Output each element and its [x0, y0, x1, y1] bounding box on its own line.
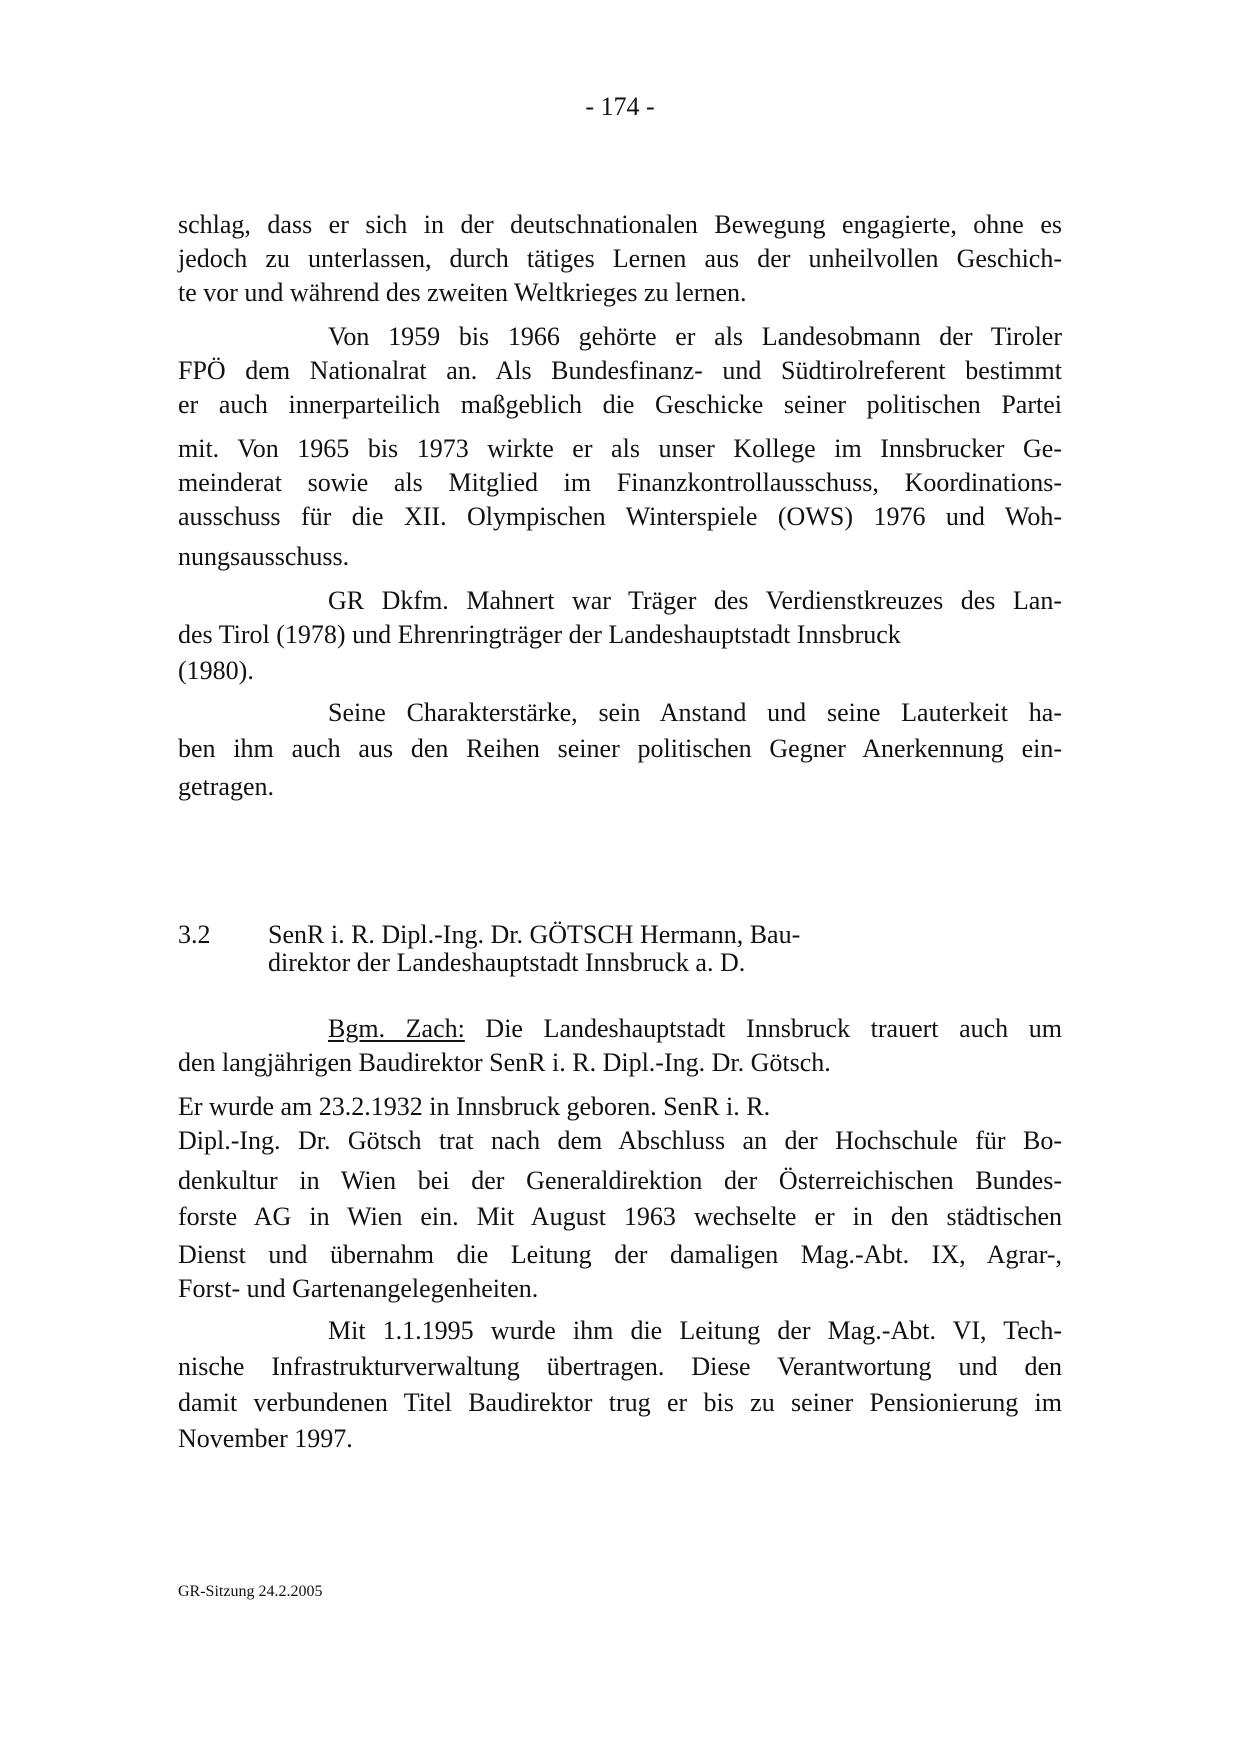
- text-line: te vor und während des zweiten Weltkrieges zu lernen.: [178, 278, 747, 307]
- text-line: FPÖ dem Nationalrat an. Als Bundesfinanz- und Südtirolreferent bestimmt: [178, 356, 1062, 385]
- section-title-line: SenR i. R. Dipl.-Ing. Dr. GÖTSCH Hermann, Bau-: [268, 920, 801, 949]
- text-line: ausschuss für die XII. Olympischen Winterspiele (OWS) 1976 und Woh-: [178, 502, 1062, 531]
- text-line: GR Dkfm. Mahnert war Träger des Verdienstkreuzes des Lan-: [328, 586, 1062, 615]
- section-number: 3.2: [178, 920, 211, 949]
- text-line: den langjährigen Baudirektor SenR i. R. Dipl.-Ing. Dr. Götsch.: [178, 1048, 831, 1077]
- text-line: November 1997.: [178, 1424, 353, 1453]
- text-line: Seine Charakterstärke, sein Anstand und seine Lauterkeit ha-: [328, 698, 1062, 727]
- text-line: [328, 1012, 1062, 1046]
- text-line: Er wurde am 23.2.1932 in Innsbruck geboren. SenR i. R.: [178, 1092, 771, 1121]
- text-line: jedoch zu unterlassen, durch tätiges Lernen aus der unheilvollen Geschich-: [178, 244, 1062, 273]
- text-line: nungsausschuss.: [178, 542, 350, 571]
- text-line: denkultur in Wien bei der Generaldirektion der Österreichischen Bundes-: [178, 1166, 1062, 1195]
- text-line: forste AG in Wien ein. Mit August 1963 wechselte er in den städtischen: [178, 1202, 1062, 1231]
- page-footer: GR-Sitzung 24.2.2005: [178, 1583, 323, 1600]
- text-line: Mit 1.1.1995 wurde ihm die Leitung der Mag.-Abt. VI, Tech-: [328, 1316, 1062, 1345]
- speaker-name: Bgm. Zach:: [328, 1014, 465, 1043]
- text-line: des Tirol (1978) und Ehrenringträger der Landeshauptstadt Innsbruck: [178, 620, 901, 649]
- page-number: - 174 -: [585, 92, 655, 121]
- text-line: damit verbundenen Titel Baudirektor trug er bis zu seiner Pensionierung im: [178, 1388, 1062, 1417]
- text-line: Forst- und Gartenangelegenheiten.: [178, 1274, 539, 1303]
- section-title-line: direktor der Landeshauptstadt Innsbruck a. D.: [268, 948, 746, 977]
- text-line: getragen.: [178, 772, 275, 801]
- text-line: meinderat sowie als Mitglied im Finanzkontrollausschuss, Koordinations-: [178, 468, 1062, 497]
- text-line: ben ihm auch aus den Reihen seiner politischen Gegner Anerkennung ein-: [178, 734, 1062, 763]
- speech-text: Die Landeshauptstadt Innsbruck trauert auch um: [464, 1014, 1062, 1043]
- text-line: nische Infrastrukturverwaltung übertragen. Diese Verantwortung und den: [178, 1352, 1062, 1381]
- text-line: mit. Von 1965 bis 1973 wirkte er als unser Kollege im Innsbrucker Ge-: [178, 434, 1062, 463]
- text-line: (1980).: [178, 656, 254, 685]
- text-line: er auch innerparteilich maßgeblich die Geschicke seiner politischen Partei: [178, 390, 1062, 419]
- text-line: Dipl.-Ing. Dr. Götsch trat nach dem Abschluss an der Hochschule für Bo-: [178, 1126, 1062, 1155]
- text-line: schlag, dass er sich in der deutschnationalen Bewegung engagierte, ohne es: [178, 210, 1062, 239]
- text-line: Von 1959 bis 1966 gehörte er als Landesobmann der Tiroler: [328, 322, 1062, 351]
- text-line: Dienst und übernahm die Leitung der damaligen Mag.-Abt. IX, Agrar-,: [178, 1240, 1062, 1269]
